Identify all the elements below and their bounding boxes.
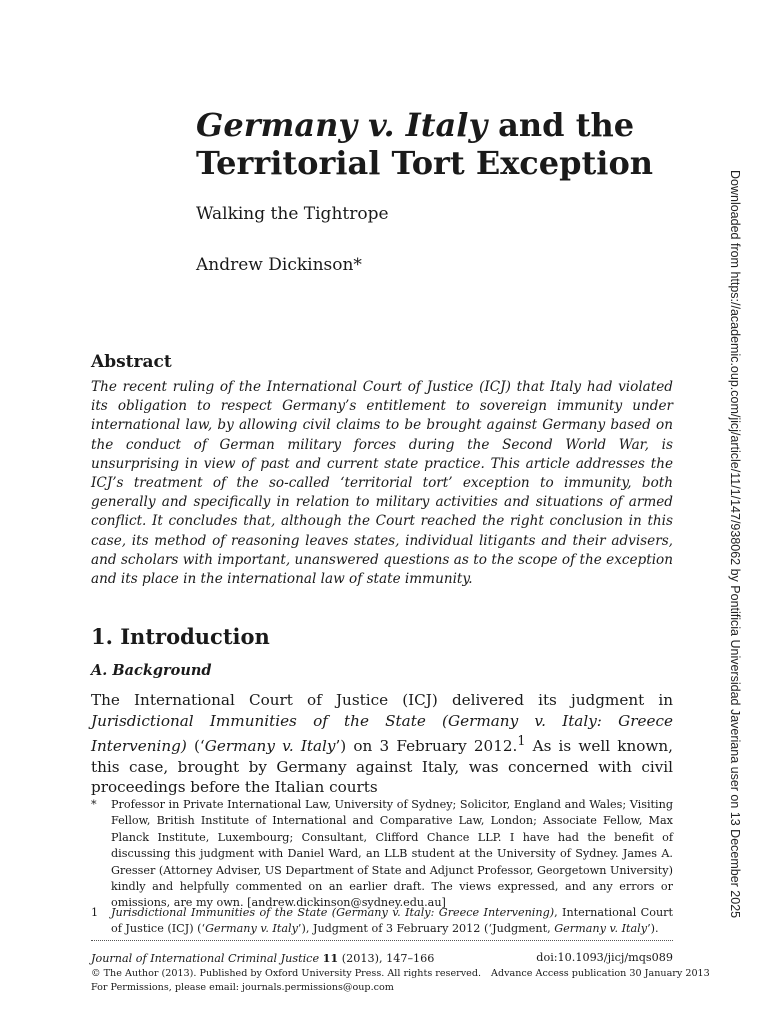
body-text: (‘ xyxy=(186,737,205,756)
footnote-mark: * xyxy=(91,798,97,811)
footnote-text xyxy=(111,905,673,938)
footnote-text-part: ’), Judgment of 3 February 2012 (‘Judgment, xyxy=(297,922,555,936)
journal-volume: 11 xyxy=(322,951,339,965)
title-case-name: Germany v. Italy xyxy=(196,106,488,144)
body-case-short: Germany v. Italy xyxy=(204,737,336,756)
footnote-text: Professor in Private International Law, University of Sydney; Solicitor, England and Wales; Visiting Fellow, British Institute of International and Comparative Law, London; Associate Fellow, Max Planck Institute, Luxembourg; Consultant, Clifford Chance LLP. I have had the benefit of discussing this judgment with Daniel Ward, an LLB student at the University of Sydney. James A. Gresser (Attorney Adviser, US Department of State and Adjunct Professor, Georgetown University) kindly and helpfully commented on an earlier draft. The views expressed, and any errors or omissions, are my own. [andrew.dickinson@sydney.edu.au] xyxy=(111,798,673,910)
footer-citation xyxy=(91,951,434,966)
footnote-case-short: Germany v. Italy xyxy=(205,922,298,936)
journal-name: Journal of International Criminal Justice xyxy=(91,952,320,965)
title-line1-rest: and the xyxy=(487,106,635,144)
abstract-heading: Abstract xyxy=(91,352,172,372)
journal-pages: (2013), 147–166 xyxy=(338,952,435,965)
footnote-mark: 1 xyxy=(91,906,99,919)
body-text: As is well known, this case, brought by Germany against Italy, was concerned with civil proceedings before the Italian courts xyxy=(91,737,673,797)
title-line2: Territorial Tort Exception xyxy=(196,144,654,182)
footnote-case-name: Jurisdictional Immunities of the State (Germany v. Italy: Greece Intervening) xyxy=(111,906,555,919)
footnote-author xyxy=(91,797,673,912)
download-watermark: Downloaded from https://academic.oup.com/jicj/article/11/1/147/938062 by Pontificia Universidad Javeriana user on 13 December 2025 xyxy=(728,170,742,919)
footnote-text-part: , International Court of Justice (ICJ) (‘ xyxy=(111,906,673,936)
author-name: Andrew Dickinson* xyxy=(196,255,362,275)
doi-link[interactable]: doi:10.1093/jicj/mqs089 xyxy=(536,951,673,964)
footer-permissions: For Permissions, please email: journals.permissions@oup.com xyxy=(91,982,394,993)
body-text: ’) on 3 February 2012. xyxy=(335,737,518,756)
abstract-text: The recent ruling of the International Court of Justice (ICJ) that Italy had violated its obligation to respect Germany’s entitlement to sovereign immunity under international law, by allowing civil claims to be brought against Germany based on the conduct of German military forces during the Second World War, is unsurprising in view of past and current state practice. This article addresses the ICJ’s treatment of the so-called ‘territorial tort’ exception to immunity, both generally and specifically in relation to military activities and situations of armed conflict. It concludes that, although the Court reached the right conclusion in this case, its method of reasoning leaves states, individual litigants and their advisers, and scholars with important, unanswered questions as to the scope of the exception and its place in the international law of state immunity. xyxy=(91,379,673,588)
footnote-text-part: ’). xyxy=(647,922,659,936)
subsection-heading: A. Background xyxy=(91,662,212,679)
body-paragraph xyxy=(91,690,673,798)
article-title xyxy=(196,106,666,182)
article-subtitle: Walking the Tightrope xyxy=(196,204,389,224)
body-case-name: Jurisdictional Immunities of the State (Germany v. Italy: Greece Intervening) xyxy=(91,711,673,756)
footer-copyright-line xyxy=(91,967,710,981)
section-heading: 1. Introduction xyxy=(91,624,270,649)
advance-access-text: Advance Access publication 30 January 2013 xyxy=(491,968,710,979)
footnote-1 xyxy=(91,905,673,938)
footer-divider xyxy=(91,940,673,941)
footnote-case-short: Germany v. Italy xyxy=(554,922,648,936)
footnote-ref[interactable]: 1 xyxy=(517,733,526,748)
copyright-text: © The Author (2013). Published by Oxford University Press. All rights reserved. xyxy=(91,968,482,979)
body-text: The International Court of Justice (ICJ) delivered its judgment in xyxy=(91,691,673,709)
